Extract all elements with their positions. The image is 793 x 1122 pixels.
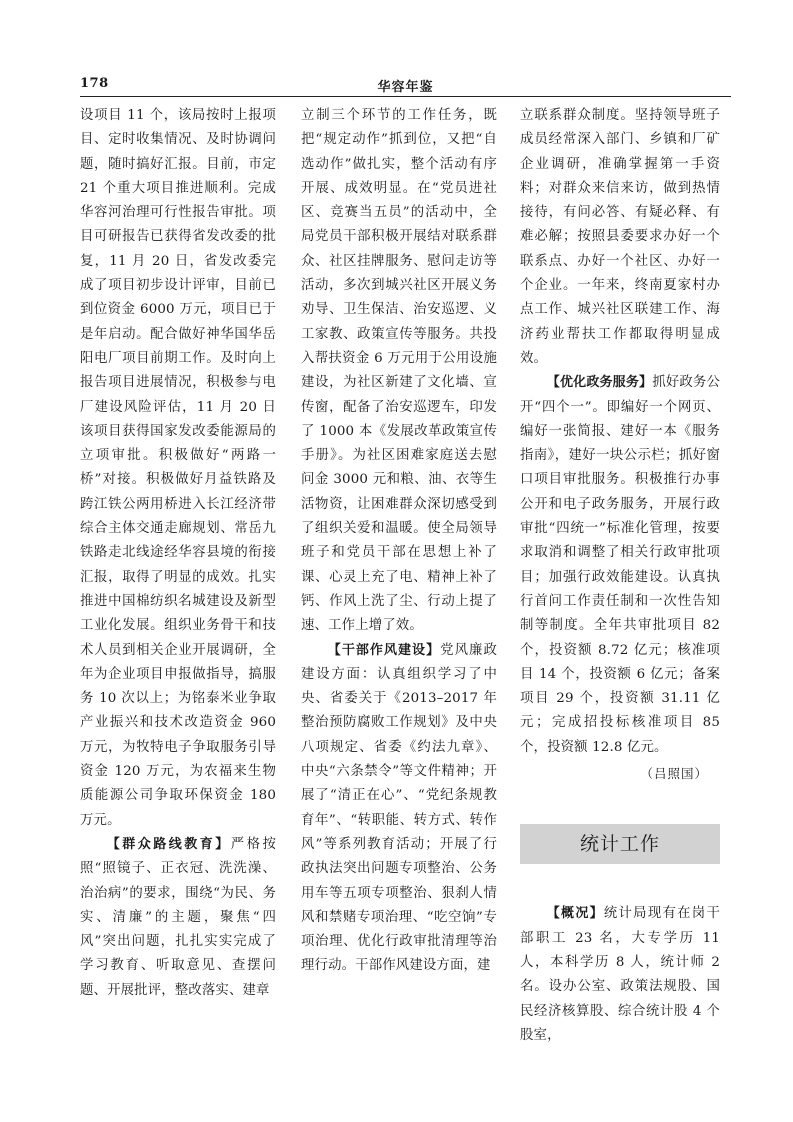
paragraph-body: 党风廉政建设方面：认真组织学习了中央、省委关于《2013–2017 年整治预防腐败工作规划》及中央八项规定、省委《约法九章》、中央“六条禁令”等文件精神；开展了“清正在心”、“党纪条规教育年”、“转职能、转方式、转作风”等系列教育活动；开展了行政执法突出问题专项整治、公务用车等五项专项整治、狠刹人情风和禁赌专项治理、“吃空饷”专项治理、优化行政审批清理等治理行动。干部作风建设方面，建	[301, 642, 497, 974]
column-2	[301, 104, 497, 1074]
paragraph-cadre-style	[301, 639, 497, 979]
paragraph-government-service	[520, 371, 720, 760]
header-rule	[80, 96, 731, 97]
section-heading: 【概况】	[546, 906, 604, 922]
paragraph-body: 统计局现有在岗干部职工 23 名，大专学历 11 人，本科学历 8 人，统计师 2 名。设办公室、政策法规股、国民经济核算股、综合统计股 4 个股室，	[520, 906, 720, 1043]
paragraph-body: 严格按照“照镜子、正衣冠、洗洗澡、治治病”的要求，围绕“为民、务实、清廉”的主题，聚焦“四风”突出问题，扎扎实实完成了学习教育、听取意见、查摆问题、开展批评，整改落实、建章	[80, 836, 276, 998]
section-heading: 【优化政务服务】	[546, 375, 653, 391]
column-1	[80, 104, 276, 1074]
section-heading: 【干部作风建设】	[327, 642, 441, 658]
column-3	[520, 104, 720, 1074]
paragraph-continued: 立联系群众制度。坚持领导班子成员经常深入部门、乡镇和厂矿企业调研，准确掌握第一手资料；对群众来信来访，做到热情接待，有问必答、有疑必释、有难必解；按照县委要求办好一个联系点、办好一个社区、办好一个企业。一年来，终南夏家村办点工作、城兴社区联建工作、海济药业帮扶工作都取得明显成效。	[520, 108, 720, 366]
paragraph-continued: 立制三个环节的工作任务，既把“规定动作”抓到位，又把“自选动作”做扎实，整个活动有序开展、成效明显。在“党员进社区、竞赛当五员”的活动中，全局党员干部积极开展结对联系群众、社区挂牌服务、慰问走访等活动，多次到城兴社区开展义务劝导、卫生保洁、治安巡逻、义工家教、政策宣传等服务。共投入帮扶资金 6 万元用于公用设施建设，为社区新建了文化墙、宣传窗，配备了治安巡逻车，印发了 1000 本《发展改革政策宣传手册》。为社区困难家庭送去慰问金 3000 元和粮、油、衣等生活物资，让困难群众深切感受到了组织关爱和温暖。使全局领导班子和党员干部在思想上补了课、心灵上充了电、精神上补了钙、作风上洗了尘、行动上提了速、工作上增了效。	[301, 108, 497, 634]
page-number: 178	[80, 76, 109, 91]
paragraph-overview	[520, 902, 720, 1048]
section-title-statistics: 统计工作	[520, 824, 720, 864]
paragraph-mass-line-education	[80, 833, 276, 1003]
author-credit: （吕照国）	[640, 766, 708, 782]
paragraph-continued: 设项目 11 个，该局按时上报项目、定时收集情况、及时协调问题，随时搞好汇报。目前，市定 21 个重大项目推进顺利。完成华容河治理可行性报告审批。项目可研报告已获得省发改委的批复，11 月 20 日，省发改委完成了项目初步设计评审，目前已到位资金 6000 万元，项目已于是年启动。配合做好神华国华岳阳电厂项目前期工作。及时向上报告项目进展情况，积极参与电厂建设风险评估，11 月 20 日该项目获得国家发改委能源局的立项审批。积极做好“两路一桥”对接。积极做好月益铁路及跨江铁公两用桥进入长江经济带综合主体交通走廊规划、常岳九铁路走北线途经华容县境的衔接汇报，取得了明显的成效。扎实推进中国棉纺织名城建设及新型工业化发展。组织业务骨干和技术人员到相关企业开展调研，全年为企业项目申报做指导，搞服务 10 次以上；为铭泰米业争取产业振兴和技术改造资金 960 万元，为牧特电子争取服务引导资金 120 万元，为农福来生物质能源公司争取环保资金 180 万元。	[80, 108, 276, 828]
page-header	[80, 76, 731, 98]
section-heading: 【群众路线教育】	[106, 836, 231, 852]
running-title: 华容年鉴	[377, 80, 434, 95]
paragraph-body: 抓好政务公开“四个一”。即编好一个网页、编好一张简报、建好一本《服务指南》，建好一块公示栏；抓好窗口项目审批服务。积极推行办事公开和电子政务服务，开展行政审批“四统一”标准化管理，按要求取消和调整了相关行政审批项目；加强行政效能建设。认真执行首问工作责任制和一次性告知制等制度。全年共审批项目 82 个，投资额 8.72 亿元；核准项目 14 个，投资额 6 亿元；备案项目 29 个，投资额 31.11 亿元；完成招投标核准项目 85 个，投资额 12.8 亿元。	[520, 375, 720, 755]
